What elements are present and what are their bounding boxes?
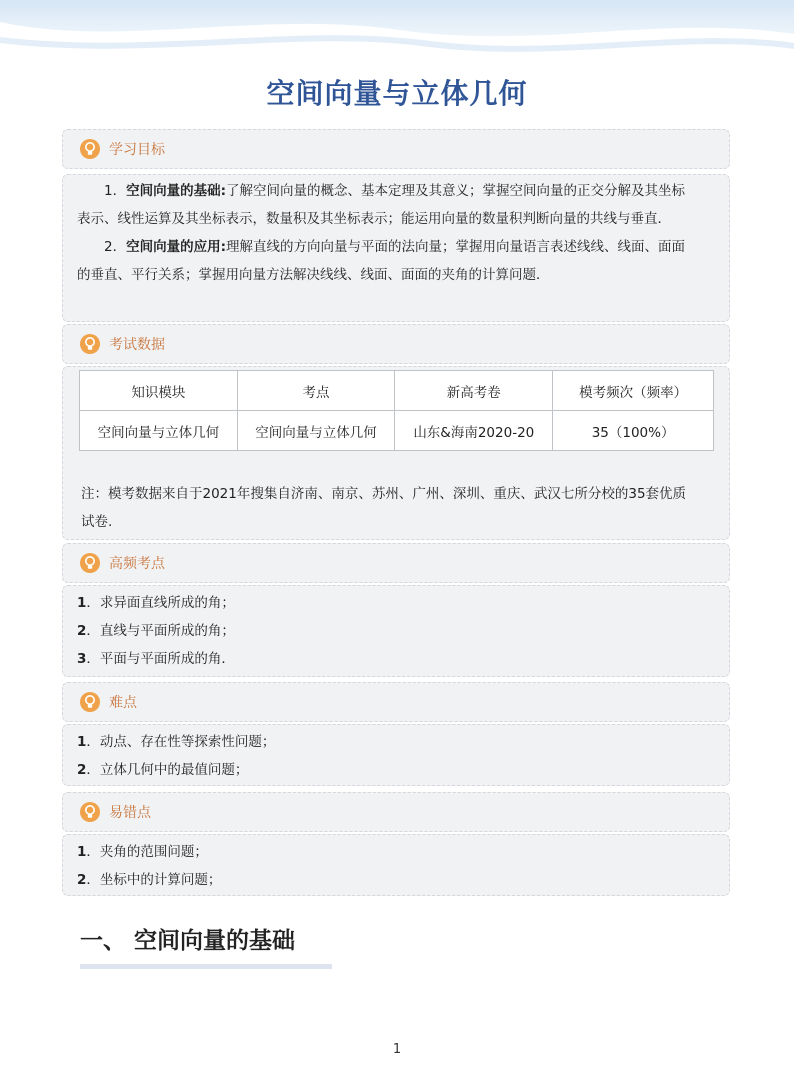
objective-item xyxy=(77,177,715,205)
note-text: 注：模考数据来自于2021年搜集自济南、南京、苏州、广州、深圳、重庆、武汉七所分校的35套优质 xyxy=(81,486,687,502)
item-text: ．直线与平面所成的角； xyxy=(86,623,235,639)
item-number: 1 xyxy=(77,734,87,750)
section-label-objectives: 学习目标 xyxy=(109,142,165,158)
item-text: ．求异面直线所成的角； xyxy=(86,595,235,611)
item-text-continued: 的垂直、平行关系；掌握用向量方法解决线线、线面、面面的夹角的计算问题． xyxy=(77,267,550,283)
item-text: ．坐标中的计算问题； xyxy=(86,872,222,888)
item-number: 1 xyxy=(77,844,87,860)
item-text: ．动点、存在性等探索性问题； xyxy=(86,734,276,750)
section-label-pitfalls: 易错点 xyxy=(109,805,151,821)
list-item xyxy=(77,756,715,784)
lightbulb-icon xyxy=(79,333,101,355)
table-header-cell: 考点 xyxy=(237,371,395,411)
item-number: 2 xyxy=(77,623,87,639)
item-bold-heading: 空间向量的应用: xyxy=(126,239,226,255)
exam-data-table xyxy=(79,370,714,451)
table-cell: 空间向量与立体几何 xyxy=(237,411,395,451)
chapter-heading-underline xyxy=(80,964,332,969)
objective-item xyxy=(77,233,715,261)
section-header-exam-data xyxy=(62,324,730,364)
item-number: 1． xyxy=(104,183,127,199)
item-number: 2． xyxy=(104,239,127,255)
list-item xyxy=(77,728,715,756)
objectives-body xyxy=(62,174,730,322)
table-header-cell: 知识模块 xyxy=(80,371,238,411)
lightbulb-icon xyxy=(79,138,101,160)
section-label-high-frequency: 高频考点 xyxy=(109,556,165,572)
table-cell: 35（100%） xyxy=(553,411,714,451)
section-header-objectives xyxy=(62,129,730,169)
list-item xyxy=(77,589,715,617)
table-row xyxy=(80,411,714,451)
section-label-difficulty: 难点 xyxy=(109,695,137,711)
item-text: 了解空间向量的概念、基本定理及其意义；掌握空间向量的正交分解及其坐标 xyxy=(226,183,685,199)
item-number: 3 xyxy=(77,651,87,667)
list-item xyxy=(77,617,715,645)
item-text: 理解直线的方向向量与平面的法向量；掌握用向量语言表述线线、线面、面面 xyxy=(226,239,685,255)
list-item xyxy=(77,838,715,866)
section-header-pitfalls xyxy=(62,792,730,832)
chapter-heading: 一、 空间向量的基础 xyxy=(80,928,296,954)
item-text: ．平面与平面所成的角． xyxy=(86,651,235,667)
header-wave-decoration xyxy=(0,0,794,60)
item-number: 1 xyxy=(77,595,87,611)
lightbulb-icon xyxy=(79,552,101,574)
item-number: 2 xyxy=(77,872,87,888)
difficulty-body xyxy=(62,724,730,786)
table-header-cell: 新高考卷 xyxy=(395,371,553,411)
page-number: 1 xyxy=(392,1042,402,1057)
list-item xyxy=(77,866,715,894)
pitfalls-body xyxy=(62,834,730,896)
item-text: ．立体几何中的最值问题； xyxy=(86,762,249,778)
list-item xyxy=(77,645,715,673)
item-number: 2 xyxy=(77,762,87,778)
table-cell: 空间向量与立体几何 xyxy=(80,411,238,451)
section-label-exam-data: 考试数据 xyxy=(109,337,165,353)
high-frequency-body xyxy=(62,585,730,677)
section-header-difficulty xyxy=(62,682,730,722)
lightbulb-icon xyxy=(79,801,101,823)
document-title: 空间向量与立体几何 xyxy=(266,77,528,110)
item-bold-heading: 空间向量的基础: xyxy=(126,183,226,199)
lightbulb-icon xyxy=(79,691,101,713)
item-text: ．夹角的范围问题； xyxy=(86,844,208,860)
table-header-cell: 模考频次（频率） xyxy=(553,371,714,411)
section-header-high-frequency xyxy=(62,543,730,583)
item-text-continued: 表示、线性运算及其坐标表示，数量积及其坐标表示；能运用向量的数量积判断向量的共线与垂直． xyxy=(77,211,671,227)
note-text-continued: 试卷. xyxy=(81,514,113,530)
exam-data-note xyxy=(79,480,719,536)
table-header-row xyxy=(80,371,714,411)
table-cell: 山东&海南2020-20 xyxy=(395,411,553,451)
